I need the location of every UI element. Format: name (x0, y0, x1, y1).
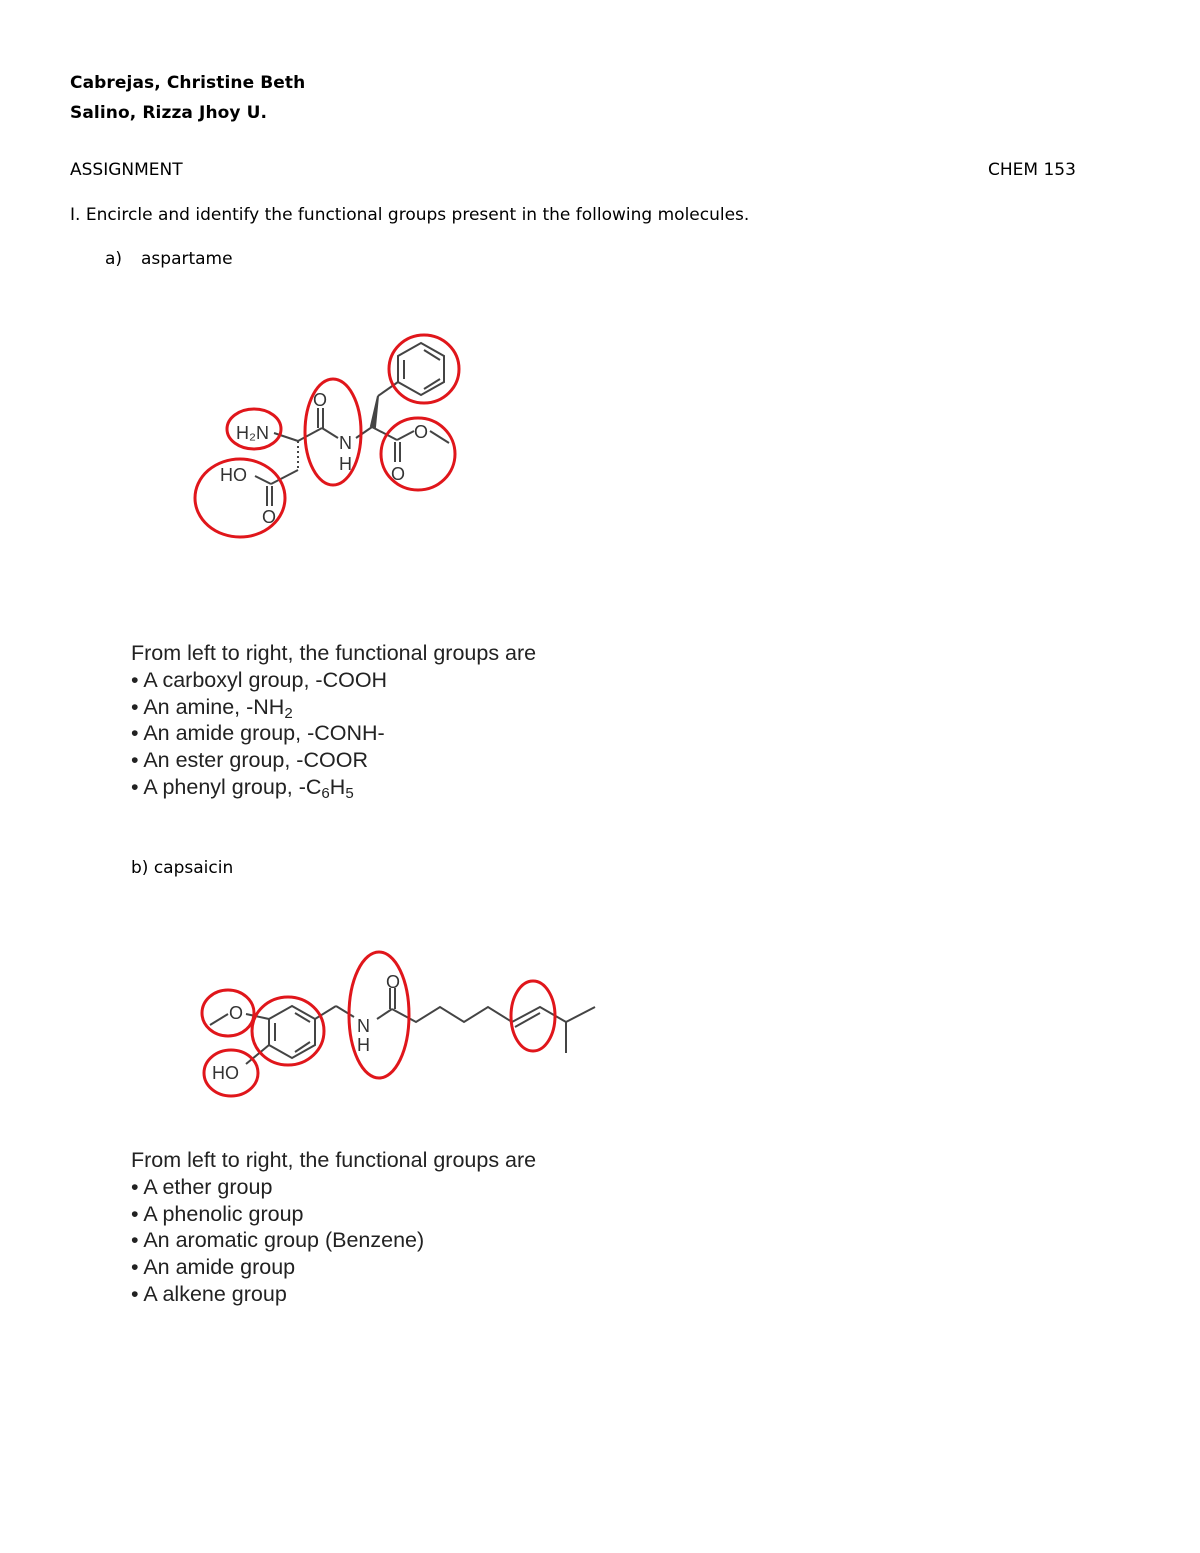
ether-oxygen-label: O (229, 1003, 244, 1023)
course-code: CHEM 153 (988, 160, 1076, 180)
amine-label: H₂N (236, 423, 269, 443)
author-2: Salino, Rizza Jhoy U. (70, 103, 268, 123)
capsaicin-annotations (202, 952, 555, 1096)
part-b-answer-intro: From left to right, the functional groups are (131, 1148, 537, 1172)
amide-oxygen-label-b: O (386, 972, 401, 992)
ester-oxygen-2-label: O (391, 464, 406, 484)
part-a-answer-1: • A carboxyl group, -COOH (131, 667, 388, 692)
capsaicin-atom-labels (212, 972, 400, 1083)
part-b-answer-4: • An amide group (131, 1255, 296, 1280)
ester-oxygen-1-label: O (414, 422, 429, 442)
part-b-answer-1: • A ether group (131, 1174, 273, 1199)
amide-nitrogen-label: N (339, 433, 352, 453)
part-b-answers (131, 1147, 536, 1308)
amide-hydrogen-label-b: H (357, 1035, 370, 1055)
hydroxyl-label-b: HO (212, 1063, 239, 1083)
part-a-answers (131, 640, 536, 801)
amide-nitrogen-label-b: N (357, 1016, 370, 1036)
part-b-answer-2: • A phenolic group (131, 1201, 304, 1226)
aspartame-structure (0, 0, 1200, 600)
amide-oxygen-label: O (313, 390, 328, 410)
instruction-text: I. Encircle and identify the functional groups present in the following molecules. (70, 205, 750, 225)
part-b-answer-3: • An aromatic group (Benzene) (131, 1228, 425, 1253)
part-a-molecule: aspartame (141, 249, 233, 269)
part-a-label: a) (105, 249, 123, 269)
part-a-answer-3: • An amide group, -CONH- (131, 721, 385, 746)
part-a-answer-4: • An ester group, -COOR (131, 748, 368, 773)
hydroxyl-label: HO (220, 465, 247, 485)
author-1: Cabrejas, Christine Beth (70, 73, 306, 93)
part-a-answer-5: • A phenyl group, $-C_6H_5$ (131, 774, 354, 802)
part-a-answer-2: • An amine, $-NH_2$ (131, 694, 293, 722)
ether-circle (202, 990, 254, 1036)
part-b-label: b) capsaicin (131, 858, 234, 878)
amide-hydrogen-label: H (339, 454, 352, 474)
part-a-answer-intro: From left to right, the functional groups are (131, 641, 537, 665)
capsaicin-structure (0, 940, 700, 1110)
part-b-answer-5: • A alkene group (131, 1281, 287, 1306)
acid-oxygen-label: O (262, 507, 277, 527)
assignment-label: ASSIGNMENT (70, 160, 183, 180)
amide-circle-b (349, 952, 409, 1078)
